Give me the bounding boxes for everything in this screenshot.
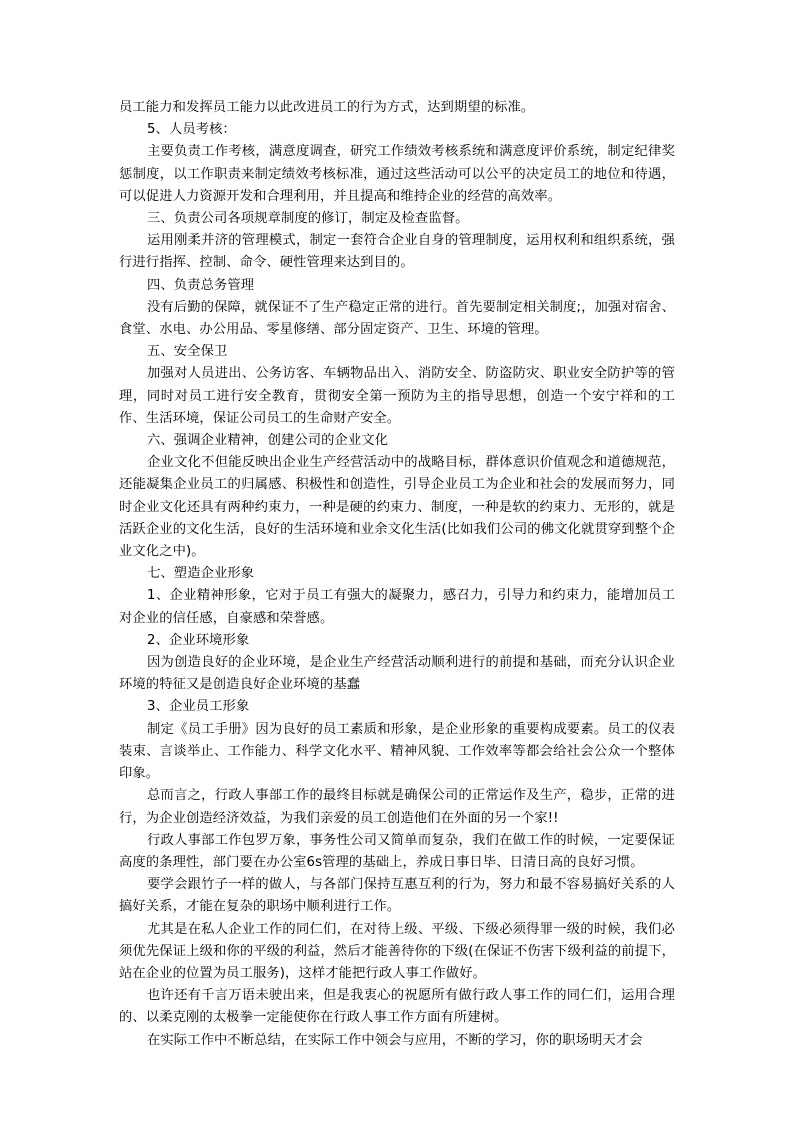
section-heading: 5、人员考核： — [147, 122, 236, 138]
section-heading: 三、负责公司各项规章制度的修订，制定及检查监督。 — [147, 211, 469, 227]
paragraph: 企业文化不但能反映出企业生产经营活动中的战略目标，群体意识价值观念和道德规范，还能凝集企业员工的归属感、积极性和创造性，引导企业员工为企业和社会的发展而努力，同时企业文化还具有两种约束力，一种是硬的约束力、制度，一种是软的约束力、无形的，就是活跃企业的文化生活，良好的生活环境和业余文化生活(比如我们公司的佛文化就贯穿到整个企业文化之中)。 — [119, 455, 675, 560]
section-heading: 六、强调企业精神，创建公司的企业文化 — [147, 433, 389, 449]
paragraph: 1、企业精神形象，它对于员工有强大的凝聚力，感召力，引导力和约束力，能增加员工对企业的信任感，自豪感和荣誉感。 — [119, 588, 675, 626]
section-heading: 五、安全保卫 — [147, 344, 228, 360]
document-body — [119, 97, 675, 1052]
section-heading: 2、企业环境形象 — [147, 632, 250, 648]
paragraph: 总而言之，行政人事部工作的最终目标就是确保公司的正常运作及生产，稳步，正常的进行，为企业创造经济效益，为我们亲爱的员工创造他们在外面的另一个家!! — [119, 788, 675, 826]
paragraph: 行政人事部工作包罗万象，事务性公司又简单而复杂，我们在做工作的时候，一定要保证高度的条理性，部门要在办公室6s管理的基础上，养成日事日毕、日清日高的良好习惯。 — [119, 832, 675, 870]
paragraph: 因为创造良好的企业环境，是企业生产经营活动顺利进行的前提和基础，而充分认识企业环境的特征又是创造良好企业环境的基蠢 — [119, 655, 675, 693]
paragraph: 要学会跟竹子一样的做人，与各部门保持互惠互利的行为，努力和最不容易搞好关系的人搞好关系，才能在复杂的职场中顺利进行工作。 — [119, 877, 675, 915]
section-heading: 七、塑造企业形象 — [147, 566, 255, 582]
paragraph: 没有后勤的保障，就保证不了生产稳定正常的进行。首先要制定相关制度;，加强对宿舍、食堂、水电、办公用品、零星修缮、部分固定资产、卫生、环境的管理。 — [119, 299, 675, 338]
section-heading: 3、企业员工形象 — [147, 699, 250, 715]
paragraph: 制定《员工手册》因为良好的员工素质和形象，是企业形象的重要构成要素。员工的仪表装束、言谈举止、工作能力、科学文化水平、精神风貌、工作效率等都会给社会公众一个整体印象。 — [119, 721, 675, 782]
paragraph: 加强对人员进出、公务访客、车辆物品出入、消防安全、防盗防灾、职业安全防护等的管理，同时对员工进行安全教育，贯彻安全第一预防为主的指导思想，创造一个安宁祥和的工作、生活环境，保证公司员工的生命财产安全。 — [119, 366, 675, 426]
paragraph: 也许还有千言万语未驶出来，但是我衷心的祝愿所有做行政人事工作的同仁们，运用合理的、以柔克刚的太极拳一定能使你在行政人事工作方面有所建树。 — [119, 988, 675, 1026]
paragraph: 运用刚柔并济的管理模式，制定一套符合企业自身的管理制度，运用权利和组织系统，强行进行指挥、控制、命令、硬性管理来达到目的。 — [119, 233, 675, 271]
section-heading: 四、负责总务管理 — [147, 277, 255, 293]
paragraph: 员工能力和发挥员工能力以此改进员工的行为方式，达到期望的标准。 — [119, 100, 535, 115]
paragraph: 尤其是在私人企业工作的同仁们，在对待上级、平级、下级必须得罪一级的时候，我们必须优先保证上级和你的平级的利益，然后才能善待你的下级(在保证不伤害下级利益的前提下，站在企业的位置为员工服务)，这样才能把行政人事工作做好。 — [119, 921, 675, 981]
paragraph: 在实际工作中不断总结，在实际工作中领会与应用，不断的学习，你的职场明天才会 — [147, 1032, 643, 1048]
paragraph: 主要负责工作考核，满意度调查，研究工作绩效考核系统和满意度评价系统，制定纪律奖惩制度，以工作职责来制定绩效考核标准，通过这些活动可以公平的决定员工的地位和待遇，可以促进人力资源开发和合理利用，并且提高和维持企业的经营的高效率。 — [119, 144, 675, 204]
